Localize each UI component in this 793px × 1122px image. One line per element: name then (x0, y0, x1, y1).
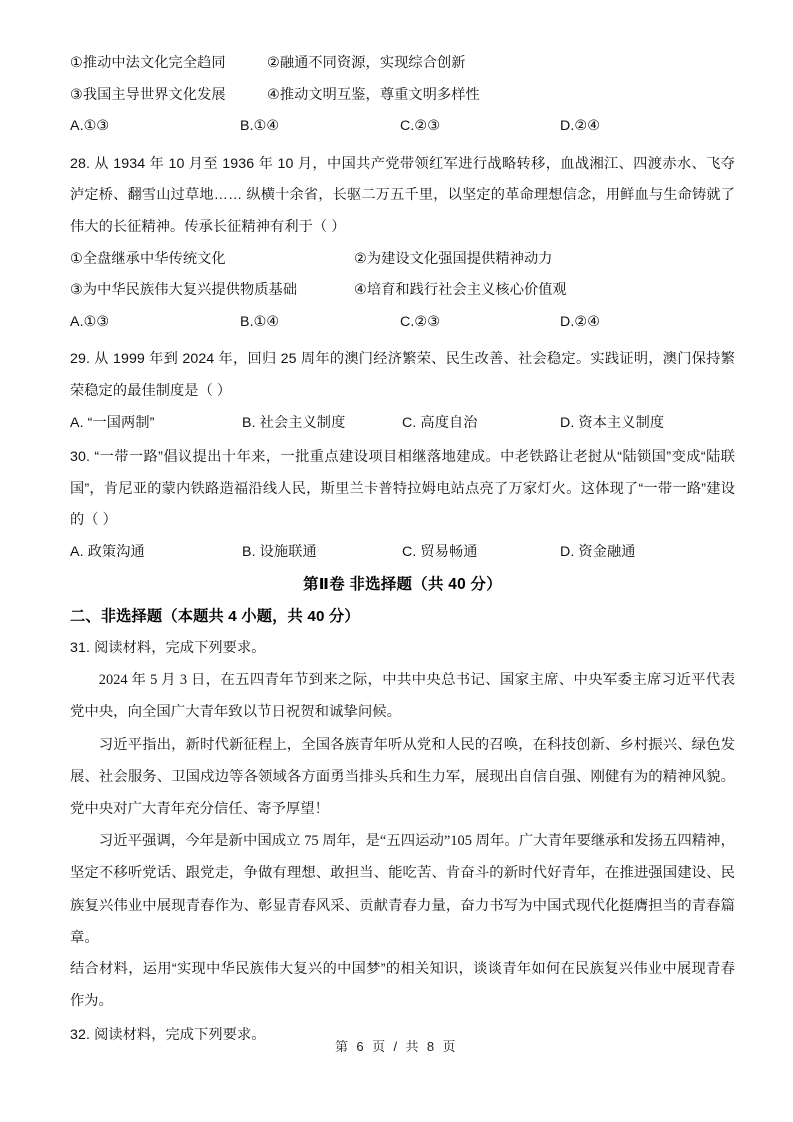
answer-option-b[interactable]: B. 社会主义制度 (242, 414, 346, 431)
suboption-1: ①全盘继承中华传统文化 (70, 250, 226, 267)
suboption-row (70, 80, 735, 112)
answer-option-c[interactable]: C. 高度自治 (402, 414, 478, 431)
question-29-stem: 29. 从 1999 年到 2024 年，回归 25 周年的澳门经济繁荣、民生改善、社会稳定。实践证明，澳门保持繁荣稳定的最佳制度是（ ） (70, 351, 735, 399)
part-2-heading: 第Ⅱ卷 非选择题（共 40 分） (303, 575, 502, 593)
answer-option-a[interactable]: A.①③ (70, 118, 110, 135)
question-30-stem: 30. “一带一路”倡议提出十年来，一批重点建设项目相继落地建成。中老铁路让老挝从“陆锁国”变成“陆联国”，肯尼亚的蒙内铁路造福沿线人民，斯里兰卡普特拉姆电站点亮了万家灯火。这体现了“一带一路”建设的（ ） (70, 449, 735, 529)
answer-option-c[interactable]: C.②③ (400, 313, 441, 330)
suboption-row (70, 244, 735, 276)
question-31-prompt: 31. 阅读材料，完成下列要求。 (70, 639, 266, 656)
suboption-row (70, 48, 735, 80)
suboption-3: ③为中华民族伟大复兴提供物质基础 (70, 282, 298, 299)
suboption-4: ④培育和践行社会主义核心价值观 (354, 282, 567, 299)
question-29-answers (70, 408, 735, 440)
question-28-suboptions (70, 244, 735, 307)
question-31-material-paragraph-3: 习近平强调，今年是新中国成立 75 周年，是“五四运动”105 周年。广大青年要继承和发扬五四精神，坚定不移听党话、跟党走，争做有理想、敢担当、能吃苦、肯奋斗的新时代好青年，在推进强国建设、民族复兴伟业中展现青春作为、彰显青春风采、贡献青春力量，奋力书写为中国式现代化挺膺担当的青春篇章。 (70, 833, 735, 946)
question-27-answers (70, 111, 735, 143)
answer-option-d[interactable]: D.②④ (560, 118, 601, 135)
answer-option-a[interactable]: A.①③ (70, 313, 110, 330)
suboption-4: ④推动文明互鉴，尊重文明多样性 (267, 86, 480, 103)
question-29 (70, 344, 735, 407)
answer-option-c[interactable]: C.②③ (400, 118, 441, 135)
answer-option-d[interactable]: D.②④ (560, 313, 601, 330)
question-32-prompt: 32. 阅读材料，完成下列要求。 (70, 1027, 266, 1044)
question-28-answers (70, 307, 735, 339)
question-30 (70, 442, 735, 537)
question-31-material-paragraph-1: 2024 年 5 月 3 日，在五四青年节到来之际，中共中央总书记、国家主席、中央军委主席习近平代表党中央，向全国广大青年致以节日祝贺和诚挚问候。 (70, 672, 735, 721)
suboption-3: ③我国主导世界文化发展 (70, 86, 226, 103)
section-2-heading: 二、非选择题（本题共 4 小题，共 40 分） (70, 607, 360, 625)
suboption-2: ②为建设文化强国提供精神动力 (354, 250, 553, 267)
answer-option-b[interactable]: B.①④ (240, 118, 280, 135)
answer-option-a[interactable]: A. “一国两制” (70, 414, 155, 431)
question-28-stem: 28. 从 1934 年 10 月至 1936 年 10 月，中国共产党带领红军进行战略转移，血战湘江、四渡赤水、飞夺泸定桥、翻雪山过草地…… 纵横十余省，长驱二万五千里，以坚定的革命理想信念，用鲜血与生命铸就了伟大的长征精神。传承长征精神有利于（ ） (70, 155, 735, 235)
question-31-material-paragraph-2: 习近平指出，新时代新征程上，全国各族青年听从党和人民的召唤，在科技创新、乡村振兴、绿色发展、社会服务、卫国戍边等各领域各方面勇当排头兵和生力军，展现出自信自强、刚健有为的精神风貌。党中央对广大青年充分信任、寄予厚望！ (70, 736, 735, 817)
question-28 (70, 149, 735, 244)
question-30-answers (70, 537, 735, 569)
question-27-suboptions (70, 48, 735, 111)
answer-option-a[interactable]: A. 政策沟通 (70, 543, 145, 560)
answer-option-c[interactable]: C. 贸易畅通 (402, 543, 478, 560)
page-footer: 第 6 页 / 共 8 页 (335, 1039, 458, 1054)
answer-option-d[interactable]: D. 资本主义制度 (560, 414, 665, 431)
suboption-1: ①推动中法文化完全趋同 (70, 55, 226, 71)
question-31-question: 结合材料，运用“实现中华民族伟大复兴的中国梦”的相关知识，谈谈青年如何在民族复兴伟业中展现青春作为。 (70, 960, 735, 1009)
answer-option-d[interactable]: D. 资金融通 (560, 543, 636, 560)
answer-option-b[interactable]: B.①④ (240, 313, 280, 330)
suboption-row (70, 275, 735, 307)
answer-option-b[interactable]: B. 设施联通 (242, 543, 317, 560)
suboption-2: ②融通不同资源，实现综合创新 (267, 55, 466, 71)
